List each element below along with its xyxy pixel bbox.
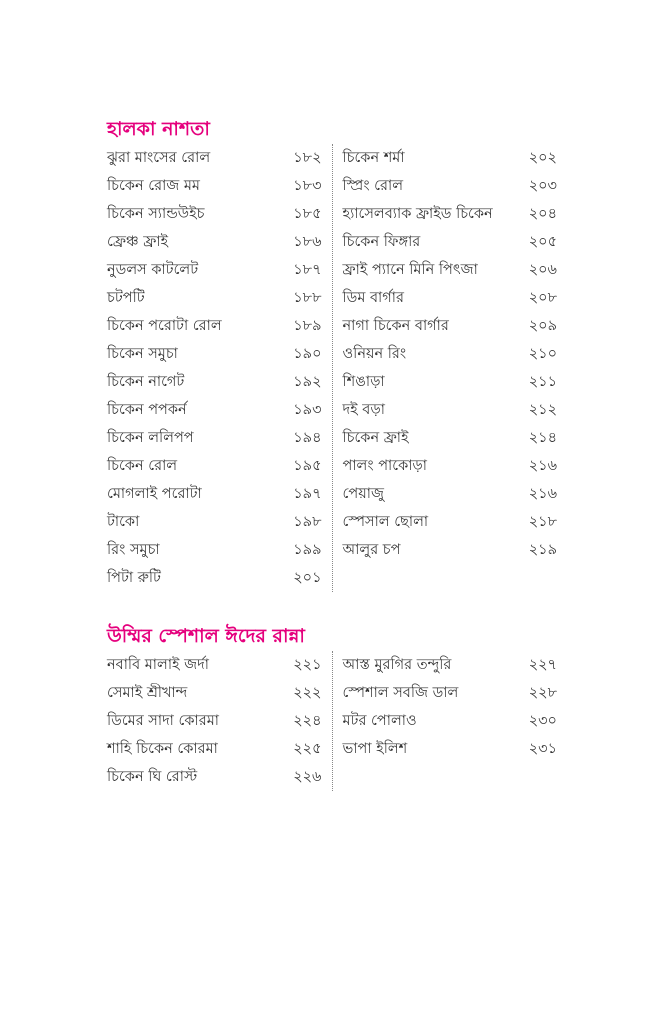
entry-title: রিং সমুচা (107, 542, 160, 558)
toc-entry (343, 144, 558, 172)
entry-page-number: ২০৯ (528, 318, 557, 334)
toc-entry (343, 172, 558, 200)
entry-page-number: ১৯৪ (293, 430, 322, 446)
entry-title: মটর পোলাও (342, 713, 417, 729)
toc-entry (107, 679, 322, 707)
toc-entry (107, 228, 322, 256)
entry-page-number: ১৮৫ (293, 206, 322, 222)
section-title: হালকা নাশতা (107, 118, 210, 140)
entry-title: চিকেন স্যান্ডউইচ (107, 206, 205, 222)
toc-entry (343, 707, 558, 735)
toc-entry (343, 424, 558, 452)
entry-page-number: ২১৮ (528, 514, 557, 530)
entry-title: ডিমের সাদা কোরমা (107, 713, 219, 729)
entry-page-number: ২২৪ (293, 713, 322, 729)
toc-entry (343, 536, 558, 564)
entry-title: ফ্রাই প্যানে মিনি পিৎজা (342, 262, 478, 278)
entry-page-number: ২০৬ (528, 262, 557, 278)
entry-title: ভাপা ইলিশ (342, 741, 408, 757)
entry-title: চিকেন ফিঙ্গার (342, 234, 421, 250)
entry-title: ডিম বার্গার (342, 290, 404, 306)
entry-title: আস্ত মুরগির তন্দুরি (342, 657, 452, 673)
section-light-snacks (107, 114, 557, 592)
entry-page-number: ২২৬ (293, 769, 322, 785)
entry-title: চিকেন পপকর্ন (107, 402, 187, 418)
entry-page-number: ২০৮ (528, 290, 557, 306)
entry-page-number: ১৯২ (293, 374, 322, 390)
entry-page-number: ২০২ (528, 150, 557, 166)
toc-entry (107, 396, 322, 424)
entry-title: চিকেন রোল (107, 458, 178, 474)
toc-entry (107, 284, 322, 312)
entry-title: আলুর চপ (342, 542, 401, 558)
toc-column-left (107, 144, 333, 592)
entry-title: চিকেন সমুচা (107, 346, 178, 362)
toc-entry (343, 284, 558, 312)
entry-title: চিকেন ললিপপ (107, 430, 194, 446)
toc-entry (107, 707, 322, 735)
entry-page-number: ২১৬ (528, 486, 557, 502)
toc-entry (343, 256, 558, 284)
entry-page-number: ১৮৬ (293, 234, 322, 250)
entry-page-number: ১৮৮ (293, 290, 322, 306)
entry-title: চিকেন শর্মা (342, 150, 405, 166)
toc-entry (343, 452, 558, 480)
entry-page-number: ২২১ (293, 657, 322, 673)
entry-title: নাগা চিকেন বার্গার (342, 318, 449, 334)
toc-entry (343, 679, 558, 707)
toc-entry (343, 200, 558, 228)
entry-title: হ্যাসেলব্যাক ফ্রাইড চিকেন (342, 206, 493, 222)
entry-page-number: ২১২ (528, 402, 557, 418)
section-title: উম্মির স্পেশাল ঈদের রান্না (107, 625, 305, 647)
entry-page-number: ২৩১ (528, 741, 557, 757)
entry-title: সেমাই শ্রীখান্দ (107, 685, 188, 701)
entry-page-number: ১৯৮ (293, 514, 322, 530)
toc-columns (107, 651, 557, 791)
entry-title: পেয়াজু (342, 486, 384, 502)
entry-title: দই বড়া (342, 402, 385, 418)
entry-page-number: ১৯৭ (293, 486, 322, 502)
toc-entry (107, 340, 322, 368)
toc-entry (343, 368, 558, 396)
entry-title: স্পেশাল সবজি ডাল (342, 685, 459, 701)
toc-entry (107, 480, 322, 508)
entry-title: ওনিয়ন রিং (342, 346, 407, 362)
entry-title: ফ্রেঞ্চ ফ্রাই (107, 234, 169, 250)
entry-title: চটপটি (107, 290, 145, 306)
entry-title: টাকো (107, 514, 140, 530)
toc-entry (343, 651, 558, 679)
entry-title: চিকেন পরোটা রোল (107, 318, 222, 334)
toc-entry (107, 763, 322, 791)
entry-page-number: ২১৬ (528, 458, 557, 474)
entry-page-number: ২২২ (293, 685, 322, 701)
entry-title: স্প্রিং রোল (342, 178, 404, 194)
toc-entry (107, 651, 322, 679)
toc-column-right (333, 144, 558, 592)
entry-page-number: ১৯৩ (293, 402, 322, 418)
toc-entry (107, 200, 322, 228)
entry-title: পালং পাকোড়া (342, 458, 427, 474)
entry-page-number: ১৯৫ (293, 458, 322, 474)
entry-title: মোগলাই পরোটা (107, 486, 202, 502)
toc-entry (107, 564, 322, 592)
toc-column-left (107, 651, 333, 791)
entry-page-number: ২২৭ (528, 657, 557, 673)
toc-entry (107, 312, 322, 340)
entry-page-number: ২২৮ (528, 685, 557, 701)
entry-page-number: ১৮৯ (293, 318, 322, 334)
entry-title: স্পেসাল ছোলা (342, 514, 429, 530)
entry-page-number: ২১০ (528, 346, 557, 362)
section-eid-special (107, 621, 557, 791)
entry-page-number: ২০৪ (528, 206, 557, 222)
toc-entry (107, 452, 322, 480)
toc-entry (107, 256, 322, 284)
entry-page-number: ১৯০ (293, 346, 322, 362)
toc-entry (107, 536, 322, 564)
entry-title: শিঙাড়া (342, 374, 385, 390)
toc-entry (107, 368, 322, 396)
entry-page-number: ২৩০ (528, 713, 557, 729)
entry-page-number: ২১৪ (528, 430, 557, 446)
toc-entry (107, 735, 322, 763)
entry-title: শাহি চিকেন কোরমা (107, 741, 218, 757)
entry-page-number: ২১১ (528, 374, 557, 390)
toc-entry (343, 396, 558, 424)
entry-page-number: ২০৩ (528, 178, 557, 194)
toc-entry (343, 508, 558, 536)
toc-entry (343, 340, 558, 368)
toc-entry (107, 172, 322, 200)
entry-page-number: ১৯৯ (293, 542, 322, 558)
entry-title: চিকেন নাগেট (107, 374, 185, 390)
entry-page-number: ২০১ (293, 570, 322, 586)
toc-entry (107, 508, 322, 536)
toc-entry (343, 312, 558, 340)
entry-page-number: ১৮২ (293, 150, 322, 166)
entry-page-number: ২১৯ (528, 542, 557, 558)
toc-entry (343, 735, 558, 763)
toc-entry (107, 144, 322, 172)
entry-title: নবাবি মালাই জর্দা (107, 657, 209, 673)
entry-page-number: ২২৫ (293, 741, 322, 757)
toc-columns (107, 144, 557, 592)
entry-page-number: ১৮৭ (293, 262, 322, 278)
entry-title: পিটা রুটি (107, 570, 161, 586)
toc-column-right (333, 651, 558, 791)
entry-title: নুডলস কাটলেট (107, 262, 199, 278)
entry-title: ঝুরা মাংসের রোল (107, 150, 211, 166)
entry-title: চিকেন ঘি রোস্ট (107, 769, 198, 785)
entry-title: চিকেন ফ্রাই (342, 430, 409, 446)
entry-title: চিকেন রোজ মম (107, 178, 200, 194)
entry-page-number: ১৮৩ (293, 178, 322, 194)
entry-page-number: ২০৫ (528, 234, 557, 250)
toc-entry (107, 424, 322, 452)
toc-entry (343, 480, 558, 508)
toc-entry (343, 228, 558, 256)
